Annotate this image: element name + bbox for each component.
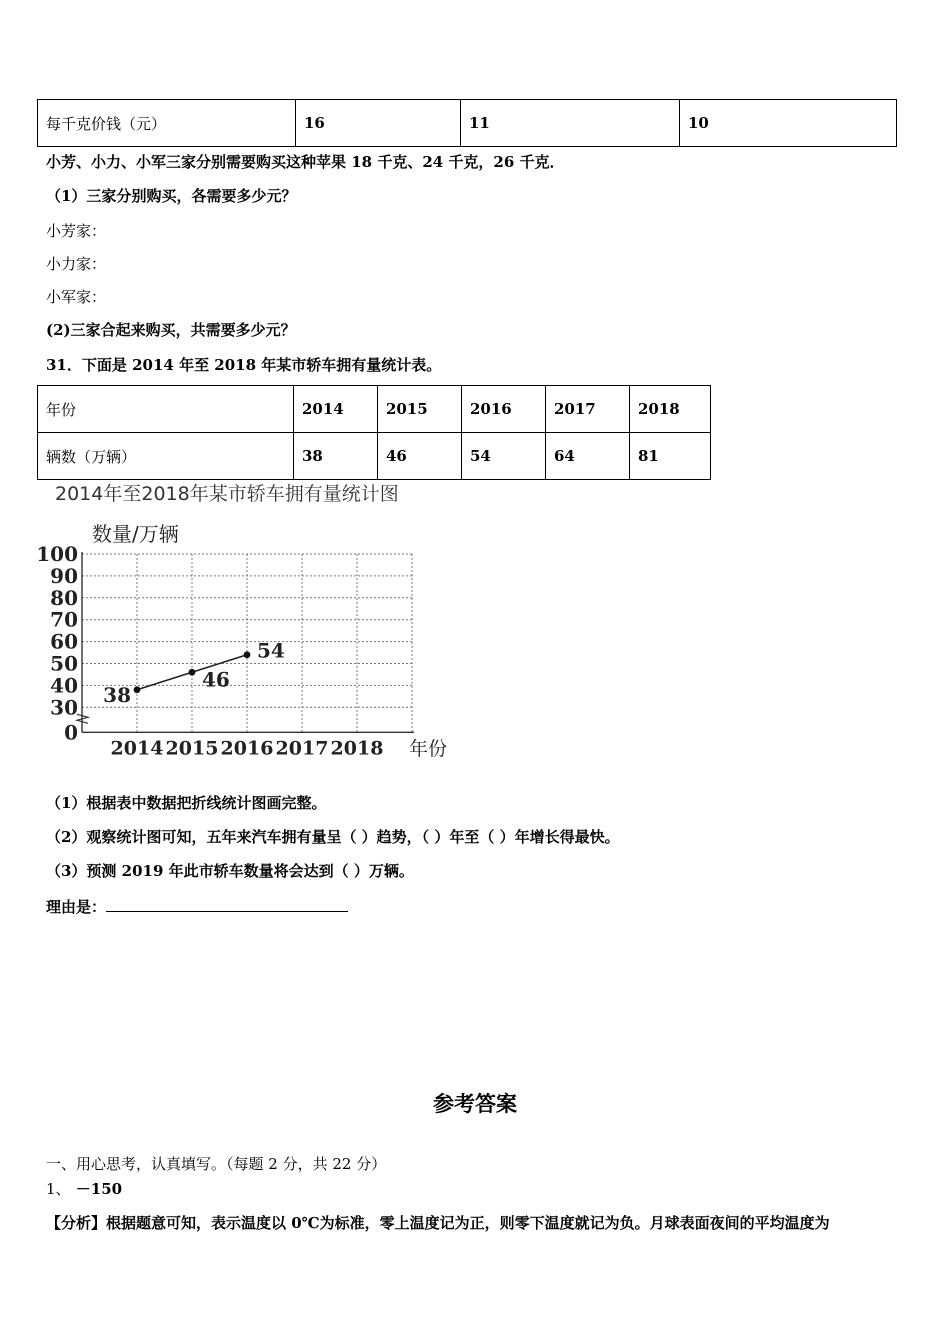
chart-x-axis-label: 年份 <box>409 738 448 760</box>
x-tick-label: 2018 <box>330 737 384 760</box>
family-xiaoli: 小力家： <box>46 255 107 273</box>
price-cell: 11 <box>461 100 680 147</box>
y-tick-label: 40 <box>50 673 78 698</box>
chart-series <box>103 639 285 707</box>
family-xiaojun: 小军家： <box>46 288 107 306</box>
year-header-label: 年份 <box>38 386 294 433</box>
count-cell: 38 <box>294 433 378 480</box>
x-tick-label: 2014 <box>110 737 164 760</box>
x-tick-label: 2015 <box>165 737 219 760</box>
reason-answer-blank[interactable] <box>106 897 348 912</box>
y-tick-label: 60 <box>50 629 78 654</box>
data-label: 38 <box>103 682 131 707</box>
y-tick-label: 70 <box>50 607 78 632</box>
chart-ticks <box>36 542 383 759</box>
problem30-question2: (2)三家合起来购买，共需要多少元？ <box>46 321 296 339</box>
count-cell: 54 <box>462 433 546 480</box>
chart-y-axis-label: 数量/万辆 <box>92 522 179 546</box>
data-point <box>134 686 141 693</box>
year-cell: 2018 <box>630 386 711 433</box>
y-tick-label: 90 <box>50 563 78 588</box>
y-tick-label: 0 <box>64 720 78 745</box>
x-tick-label: 2017 <box>275 737 329 760</box>
reason-label: 理由是： <box>46 898 107 916</box>
price-cell: 16 <box>296 100 461 147</box>
y-tick-label: 100 <box>36 542 78 566</box>
answer-item-1 <box>46 1178 122 1199</box>
analysis-tag: 【分析】 <box>46 1214 107 1232</box>
reason-line <box>46 896 348 917</box>
count-cell: 81 <box>630 433 711 480</box>
y-tick-label: 30 <box>50 695 78 720</box>
problem31-question1: （1）根据表中数据把折线统计图画完整。 <box>46 794 327 812</box>
car-ownership-line-chart <box>0 478 480 773</box>
problem31-question3: （3）预测 2019 年此市轿车数量将会达到（ ）万辆。 <box>46 862 414 880</box>
year-cell: 2016 <box>462 386 546 433</box>
problem31-question2: （2）观察统计图可知，五年来汽车拥有量呈（ ）趋势，（ ）年至（ ）年增长得最快。 <box>46 828 620 846</box>
count-cell: 64 <box>546 433 630 480</box>
answers-section1-heading: 一、用心思考，认真填写。（每题 2 分，共 22 分） <box>46 1155 387 1173</box>
year-cell: 2017 <box>546 386 630 433</box>
problem30-statement: 小芳、小力、小军三家分别需要购买这种苹果 18 千克、24 千克，26 千克． <box>46 153 565 171</box>
data-point <box>244 651 251 658</box>
count-cell: 46 <box>378 433 462 480</box>
price-row-label: 每千克价钱（元） <box>38 100 296 147</box>
y-tick-label: 50 <box>50 651 78 676</box>
year-cell: 2015 <box>378 386 462 433</box>
chart-title: 2014年至2018年某市轿车拥有量统计图 <box>55 483 399 505</box>
data-label: 54 <box>257 638 285 663</box>
x-tick-label: 2016 <box>220 737 274 760</box>
answer-item-number: 1、 <box>46 1180 71 1198</box>
chart-grid <box>82 554 412 732</box>
problem31-intro: 31．下面是 2014 年至 2018 年某市轿车拥有量统计表。 <box>46 356 442 374</box>
analysis-text: 根据题意可知，表示温度以 0℃为标准，零上温度记为正，则零下温度就记为负。月球表面夜间的平均温度为 <box>106 1214 830 1232</box>
answer-item-value: －150 <box>75 1180 123 1198</box>
data-label: 46 <box>202 667 230 692</box>
count-row-label: 辆数（万辆） <box>38 433 294 480</box>
problem30-question1: （1）三家分别购买，各需要多少元？ <box>46 187 297 205</box>
price-cell: 10 <box>680 100 897 147</box>
data-point <box>189 669 196 676</box>
y-tick-label: 80 <box>50 585 78 610</box>
family-xiaofang: 小芳家： <box>46 222 107 240</box>
answer-analysis <box>46 1212 830 1233</box>
answers-heading: 参考答案 <box>433 1091 517 1116</box>
car-count-table <box>37 385 711 480</box>
axis-break-mark <box>77 714 88 723</box>
price-table <box>37 99 897 147</box>
year-cell: 2014 <box>294 386 378 433</box>
